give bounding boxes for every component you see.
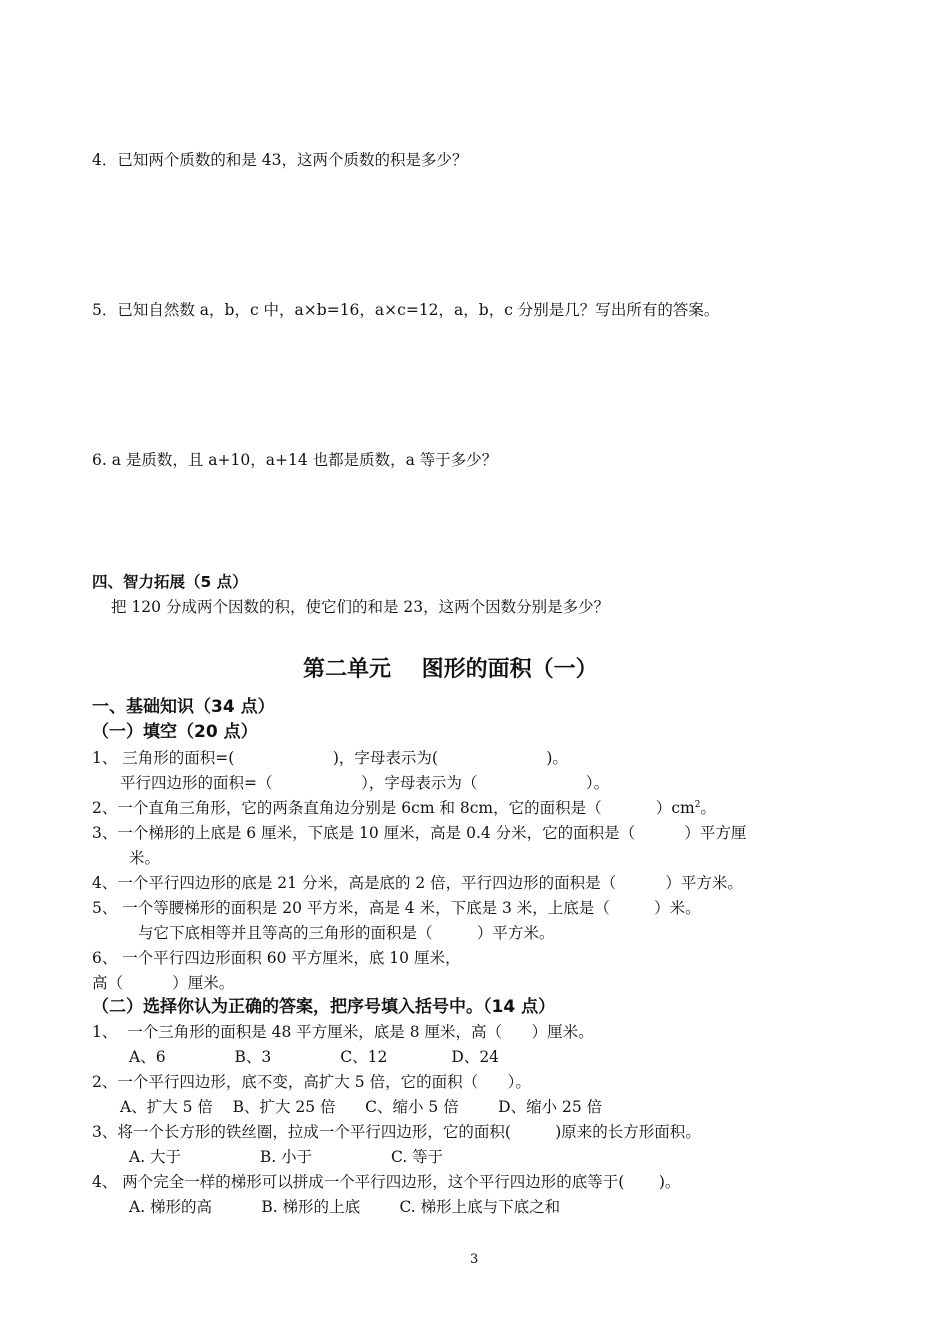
- unit-title: 第二单元 图形的面积（一）: [303, 657, 598, 682]
- fill-item-1: 1、 三角形的面积=( )，字母表示为( )。: [92, 749, 568, 767]
- choice-item-4-options: A. 梯形的高 B. 梯形的上底 C. 梯形上底与下底之和: [129, 1198, 561, 1216]
- choice-item-2: 2、一个平行四边形，底不变，高扩大 5 倍，它的面积（ ）。: [92, 1073, 531, 1091]
- fill-item-6-cont: 高（ ）厘米。: [92, 974, 235, 992]
- choice-item-2-options: A、扩大 5 倍 B、扩大 25 倍 C、缩小 5 倍 D、缩小 25 倍: [120, 1098, 603, 1116]
- choice-item-4: 4、 两个完全一样的梯形可以拼成一个平行四边形，这个平行四边形的底等于( )。: [92, 1173, 681, 1191]
- choice-heading: （二）选择你认为正确的答案，把序号填入括号中。（14 点）: [92, 997, 556, 1017]
- question-5: 5．已知自然数 a，b，c 中，a×b=16，a×c=12，a，b，c 分别是几？写出所有的答案。: [92, 301, 720, 319]
- fill-item-6: 6、 一个平行四边形面积 60 平方厘米，底 10 厘米，: [92, 949, 461, 967]
- fill-heading: （一）填空（20 点）: [92, 722, 258, 742]
- choice-item-3-options: A. 大于 B. 小于 C. 等于: [129, 1148, 444, 1166]
- fill-item-5: 5、 一个等腰梯形的面积是 20 平方米，高是 4 米，下底是 3 米，上底是（ ）米。: [92, 899, 701, 917]
- fill-item-4: 4、一个平行四边形的底是 21 分米，高是底的 2 倍，平行四边形的面积是（ ）平方米。: [92, 874, 743, 892]
- question-4: 4．已知两个质数的和是 43，这两个质数的积是多少？: [92, 151, 468, 169]
- fill-item-2: 2、一个直角三角形，它的两条直角边分别是 6cm 和 8cm，它的面积是（ ）$cm^2$。: [92, 799, 716, 817]
- section-4-heading: 四、智力拓展（5 点）: [92, 573, 248, 591]
- section-1-heading: 一、基础知识（34 点）: [92, 697, 275, 717]
- choice-item-3: 3、将一个长方形的铁丝圈，拉成一个平行四边形，它的面积( )原来的长方形面积。: [92, 1123, 701, 1141]
- page-number: 3: [470, 1252, 479, 1267]
- fill-item-3: 3、一个梯形的上底是 6 厘米，下底是 10 厘米，高是 0.4 分米，它的面积是（ ）平方厘: [92, 824, 747, 842]
- choice-item-1: 1、 一个三角形的面积是 48 平方厘米，底是 8 厘米，高（ ）厘米。: [92, 1023, 594, 1041]
- fill-item-1b: 平行四边形的面积=（ ），字母表示为（ ）。: [120, 774, 610, 792]
- fill-item-5b: 与它下底相等并且等高的三角形的面积是（ ）平方米。: [138, 924, 555, 942]
- choice-item-1-options: A、6 B、3 C、12 D、24: [129, 1048, 500, 1066]
- question-6: 6. a 是质数，且 a+10，a+14 也都是质数，a 等于多少？: [92, 451, 498, 469]
- fill-item-3-cont: 米。: [129, 849, 161, 867]
- section-4-question: 把 120 分成两个因数的积，使它们的和是 23，这两个因数分别是多少？: [111, 598, 610, 616]
